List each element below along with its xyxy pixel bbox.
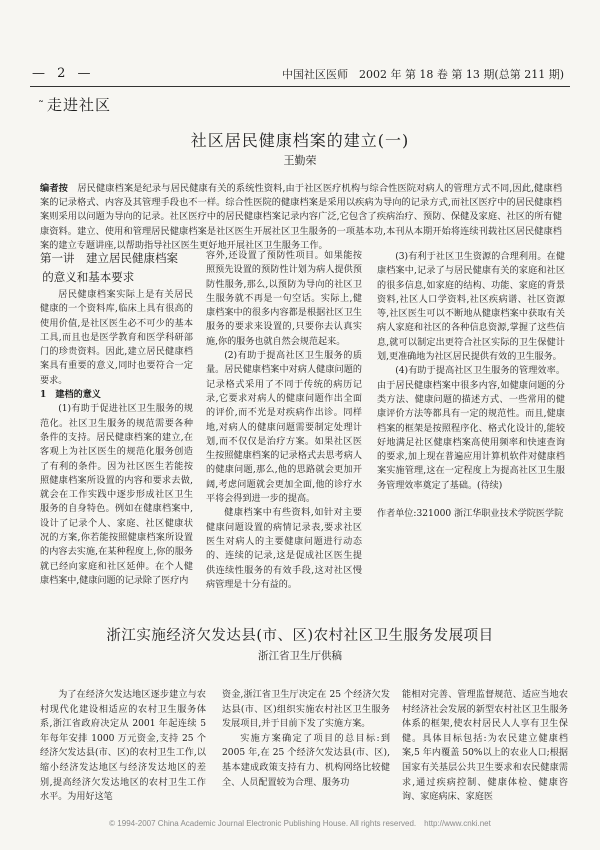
paragraph: 容外,还设置了预防性项目。如果能按照预先设置的预防性计划为病人提供预防性服务,那么,以预防为导向的社区卫生服务就不再是一句空话。实际上,健康档案中的很多内容都是根据社区卫生服务的要求来设置的,只要你去认真实施,你的服务也就自然会规范起来。	[206, 251, 362, 347]
author-affiliation: 作者单位:321000 浙江华职业技术学院医学院	[377, 509, 564, 520]
section-tag	[38, 94, 111, 115]
article2-column-3	[402, 688, 568, 805]
article2-column-2	[222, 688, 390, 790]
paragraph: 资金,浙江省卫生厅决定在 25 个经济欠发达县(市、区)组织实施农村社区卫生服务发展项目,并于目前下发了实施方案。	[222, 690, 390, 730]
section-tag-label: 走进社区	[47, 96, 112, 114]
article2-column-1	[40, 688, 206, 805]
paragraph: 为了在经济欠发达地区逐步建立与农村现代化建设相适应的农村卫生服务体系,浙江省政府决定从 2001 年起连续 5 年每年安排 1000 万元资金,支持 25 个经济欠发达县(市、区)的农村卫生工作,以缩小经济发达地区与经济发达地区的差别,提高经济欠发达地区的农村卫生工作水平。为用好这笔	[40, 690, 206, 803]
paragraph: (2)有助于提高社区卫生服务的质量。居民健康档案中对病人健康问题的记录格式采用了不同于传统的病历记录,它要求对病人的健康问题作出全面的评价,而不光是对疾病作出诊。同样地,对病人的健康问题需要制定处理计划,而不仅仅是治疗方案。如果社区医生按照健康档案的记录格式去思考病人的健康问题,那么,他的思路就会更加开阔,考虑问题就会更加全面,他的诊疗水平将会得到进一步的提高。	[206, 351, 362, 505]
paragraph: 居民健康档案实际上是有关居民健康的一个资料库,临床上具有很高的使用价值,是社区医生必不可少的基本工具,而且也是医学教育和医学科研部门的珍贵资料。因此,建立居民健康档案具有重要的意义,同时也要符合一定要求。	[40, 290, 193, 386]
paragraph: 能相对完善、管理监督规范、适应当地农村经济社会发展的新型农村社区卫生服务体系的框架,使农村居民人人享有卫生保健。具体目标包括:为农民建立健康档案,5 年内覆盖 50%以上的农业人口;根据国家有关基层公共卫生要求和农民健康需求,通过疾病控制、健康体检、健康咨询、家庭病床、家庭医	[402, 690, 568, 803]
article-column-2	[206, 249, 362, 592]
article-author: 王勤荣	[283, 154, 317, 167]
section-heading: 1 建档的意义	[40, 389, 101, 401]
article2-title: 浙江实施经济欠发达县(市、区)农村社区卫生服务发展项目	[106, 628, 494, 644]
editors-note-text: 居民健康档案是纪录与居民健康有关的系统性资料,由于社区医疗机构与综合性医院对病人的管理方式不同,因此,健康档案的记录格式、内容及其管理手段也不一样。综合性医院的健康档案是采用以疾病为导向的记录方式,而社区医疗中的居民健康档案则采用以问题为导向的记录。社区医疗中的居民健康档案记录内容广泛,它包含了疾病治疗、预防、保健及家庭、社区的所有健康资料。建立、使用和管理居民健康档案是社区医生开展社区卫生服务的一项基本功,本刊从本期开始将连续刊载社区居民健康档案的建立专题讲座,以帮助指导社区医生更好地开展社区卫生服务工作。	[40, 183, 562, 251]
editors-note-label: 编者按	[40, 183, 68, 194]
running-header: 中国社区医师 2002 年 第 18 卷 第 13 期(总第 211 期)	[281, 68, 564, 81]
article-column-1	[40, 250, 193, 588]
paragraph: 健康档案中有些资料,如针对主要健康问题设置的病情记录表,要求社区医生对病人的主要健康问题进行动态的、连续的记录,这是促成社区医生提供连续性服务的有效手段,这对社区慢病管理是十分有益的。	[206, 508, 362, 590]
header-rule	[30, 86, 570, 87]
paragraph: (3)有利于社区卫生资源的合理利用。在健康档案中,记录了与居民健康有关的家庭和社区的很多信息,如家庭的结构、功能、家庭的背景资料,社区人口学资料,社区疾病谱、社区资源等,社区医生可以不断地从健康档案中获取有关病人家庭和社区的各种信息资源,掌握了这些信息,就可以制定出更符合社区实际的卫生保健计划,更准确地为社区居民提供有效的卫生服务。	[377, 252, 565, 363]
lecture-subtitle: 的意义和基本要求	[42, 270, 135, 284]
paragraph: (4)有助于提高社区卫生服务的管理效率。由于居民健康档案中很多内容,如健康问题的分类方法、健康问题的描述方式、一些常用的健康评价方法等都具有一定的规范性。而且,健康档案的框架是按照程序化、格式化设计的,能较好地满足社区健康档案高使用频率和快速查询的要求,加上现在普遍应用计算机软件对健康档案实施管理,这在一定程度上为提高社区卫生服务管理效率奠定了基础。(待续)	[377, 366, 565, 491]
article-column-3	[377, 250, 565, 521]
copyright-footer: © 1994-2007 China Academic Journal Electronic Publishing House. All rights reserved. http://www.cnki.net	[109, 819, 491, 828]
article2-source: 浙江省卫生厅供稿	[258, 650, 342, 662]
page-number: — 2 —	[32, 66, 95, 81]
paragraph: (1)有助于促进社区卫生服务的规范化。社区卫生服务的规范需要各种条件的支持。居民健康档案的建立,在客观上为社区医生的规范化服务创造了有利的条件。因为社区医生若能按照健康档案所设置的内容和要求去做,就会在工作实践中逐步形成社区卫生服务的自身特色。例如在健康档案中,设计了记录个人、家庭、社区健康状况的方案,你若能按照健康档案所设置的内容去实施,在某种程度上,你的服务就已经向家庭和社区延伸。在个人健康档案中,健康问题的记录除了医疗内	[40, 404, 193, 586]
section-tag-mark: ˜	[38, 99, 45, 113]
paragraph: 实施方案确定了项目的总目标:到 2005 年,在 25 个经济欠发达县(市、区),基本建成政策支持有力、机构网络比较健全、人员配置较为合理、服务功	[222, 733, 390, 788]
lecture-title: 第一讲 建立居民健康档案	[40, 251, 178, 265]
editors-note	[40, 182, 562, 253]
article-title: 社区居民健康档案的建立(一)	[190, 131, 410, 150]
